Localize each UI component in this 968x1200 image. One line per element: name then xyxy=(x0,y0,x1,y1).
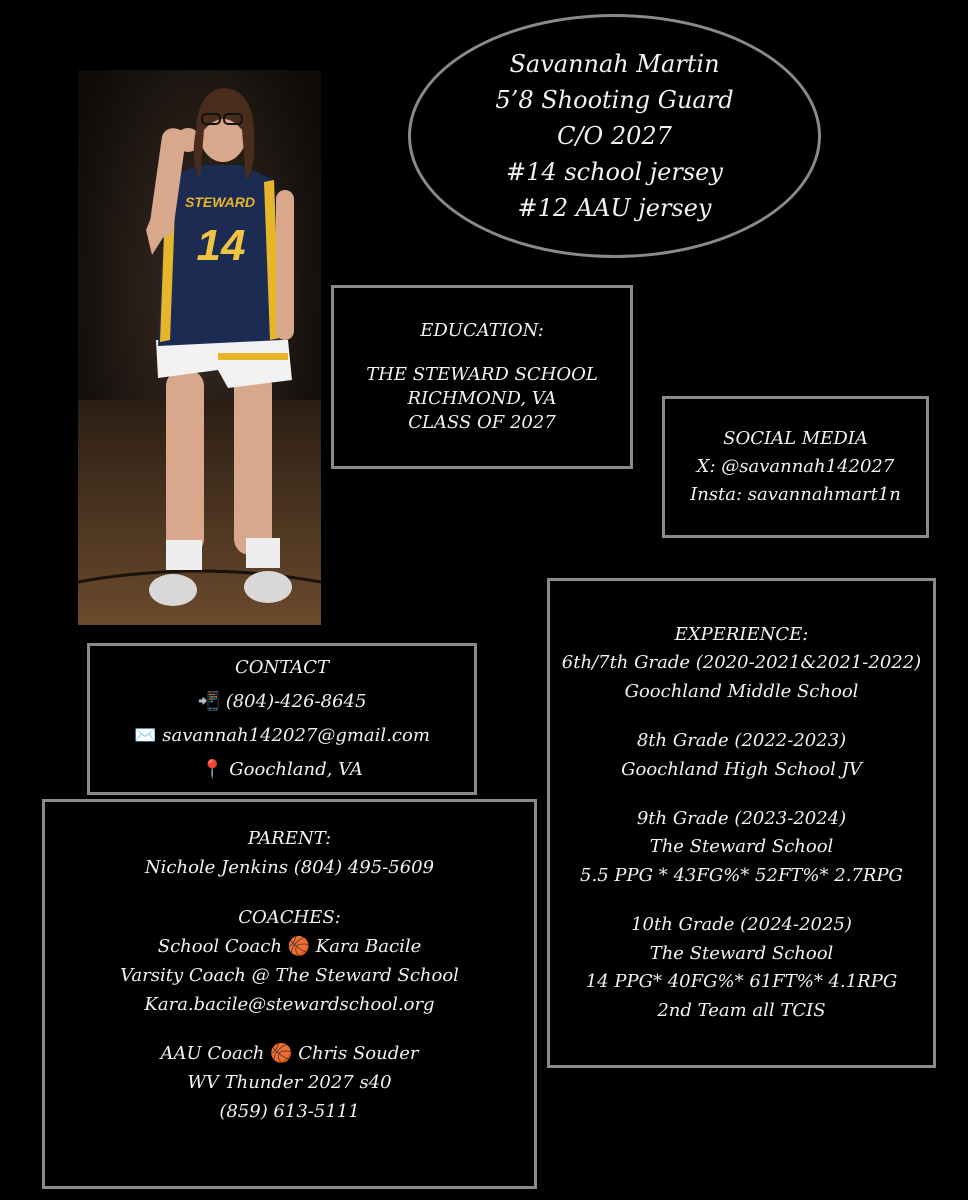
experience-years: 10th Grade (2024-2025) xyxy=(631,914,852,936)
contact-location-row xyxy=(201,753,363,787)
contact-email: savannah142027@gmail.com xyxy=(162,725,430,746)
aau-jersey: #12 AAU jersey xyxy=(517,194,712,222)
aau-phone: (859) 613-5111 xyxy=(219,1101,360,1123)
education-school: THE STEWARD SCHOOL xyxy=(366,364,598,386)
school-coach-label: School Coach xyxy=(157,935,282,957)
player-photo xyxy=(78,70,321,625)
school-jersey: #14 school jersey xyxy=(506,158,723,186)
experience-school: Goochland Middle School xyxy=(624,680,859,702)
player-name: Savannah Martin xyxy=(509,50,720,78)
envelope-icon: ✉️ xyxy=(134,725,157,746)
parent-info: Nichole Jenkins (804) 495-5609 xyxy=(144,857,435,878)
contact-box xyxy=(87,643,477,795)
experience-box xyxy=(547,578,936,1068)
parent-coaches-box xyxy=(42,799,537,1189)
experience-title: EXPERIENCE: xyxy=(674,623,809,645)
social-x: X: @savannah142027 xyxy=(696,456,895,477)
experience-years: 6th/7th Grade (2020-2021&2021-2022) xyxy=(561,652,922,674)
aau-coach-row xyxy=(160,1039,418,1068)
aau-coach-label: AAU Coach xyxy=(160,1043,265,1065)
jersey-number: 14 xyxy=(196,221,246,270)
school-coach-name: Kara Bacile xyxy=(315,935,422,957)
experience-stats: 14 PPG* 40FG%* 61FT%* 4.1RPG xyxy=(585,971,898,993)
profile-header xyxy=(408,14,821,258)
education-title: EDUCATION: xyxy=(420,319,544,341)
aau-coach-name: Chris Souder xyxy=(298,1043,419,1065)
class-of: C/O 2027 xyxy=(557,122,672,150)
social-media-box xyxy=(662,396,929,538)
contact-phone: (804)-426-8645 xyxy=(225,691,367,712)
experience-stats: 5.5 PPG * 43FG%* 52FT%* 2.7RPG xyxy=(580,864,903,886)
education-location: RICHMOND, VA xyxy=(407,388,557,410)
contact-phone-row xyxy=(198,685,367,719)
experience-school: The Steward School xyxy=(649,836,834,858)
basketball-icon: 🏀 xyxy=(287,935,311,957)
basketball-icon: 🏀 xyxy=(270,1043,293,1065)
social-title: SOCIAL MEDIA xyxy=(723,428,868,449)
jersey-text: STEWARD xyxy=(185,194,255,210)
social-insta: Insta: savannahmart1n xyxy=(690,484,901,505)
education-class: CLASS OF 2027 xyxy=(408,412,556,434)
experience-years: 8th Grade (2022-2023) xyxy=(636,730,847,752)
contact-email-row xyxy=(134,719,430,753)
experience-years: 9th Grade (2023-2024) xyxy=(636,807,847,829)
mobile-phone-icon: 📲 xyxy=(197,691,220,712)
experience-honor: 2nd Team all TCIS xyxy=(657,999,826,1021)
contact-title: CONTACT xyxy=(234,657,330,678)
contact-location: Goochland, VA xyxy=(229,759,363,780)
education-box xyxy=(331,285,633,469)
experience-school: The Steward School xyxy=(649,942,834,964)
player-position: 5’8 Shooting Guard xyxy=(495,86,734,114)
school-coach-email: Kara.bacile@stewardschool.org xyxy=(144,993,435,1015)
coaches-title: COACHES: xyxy=(238,906,341,928)
parent-title: PARENT: xyxy=(247,828,332,849)
experience-school: Goochland High School JV xyxy=(621,758,862,780)
location-pin-icon: 📍 xyxy=(201,759,224,780)
aau-team: WV Thunder 2027 s40 xyxy=(187,1072,392,1094)
school-coach-role: Varsity Coach @ The Steward School xyxy=(120,964,459,986)
school-coach-row xyxy=(158,932,422,961)
